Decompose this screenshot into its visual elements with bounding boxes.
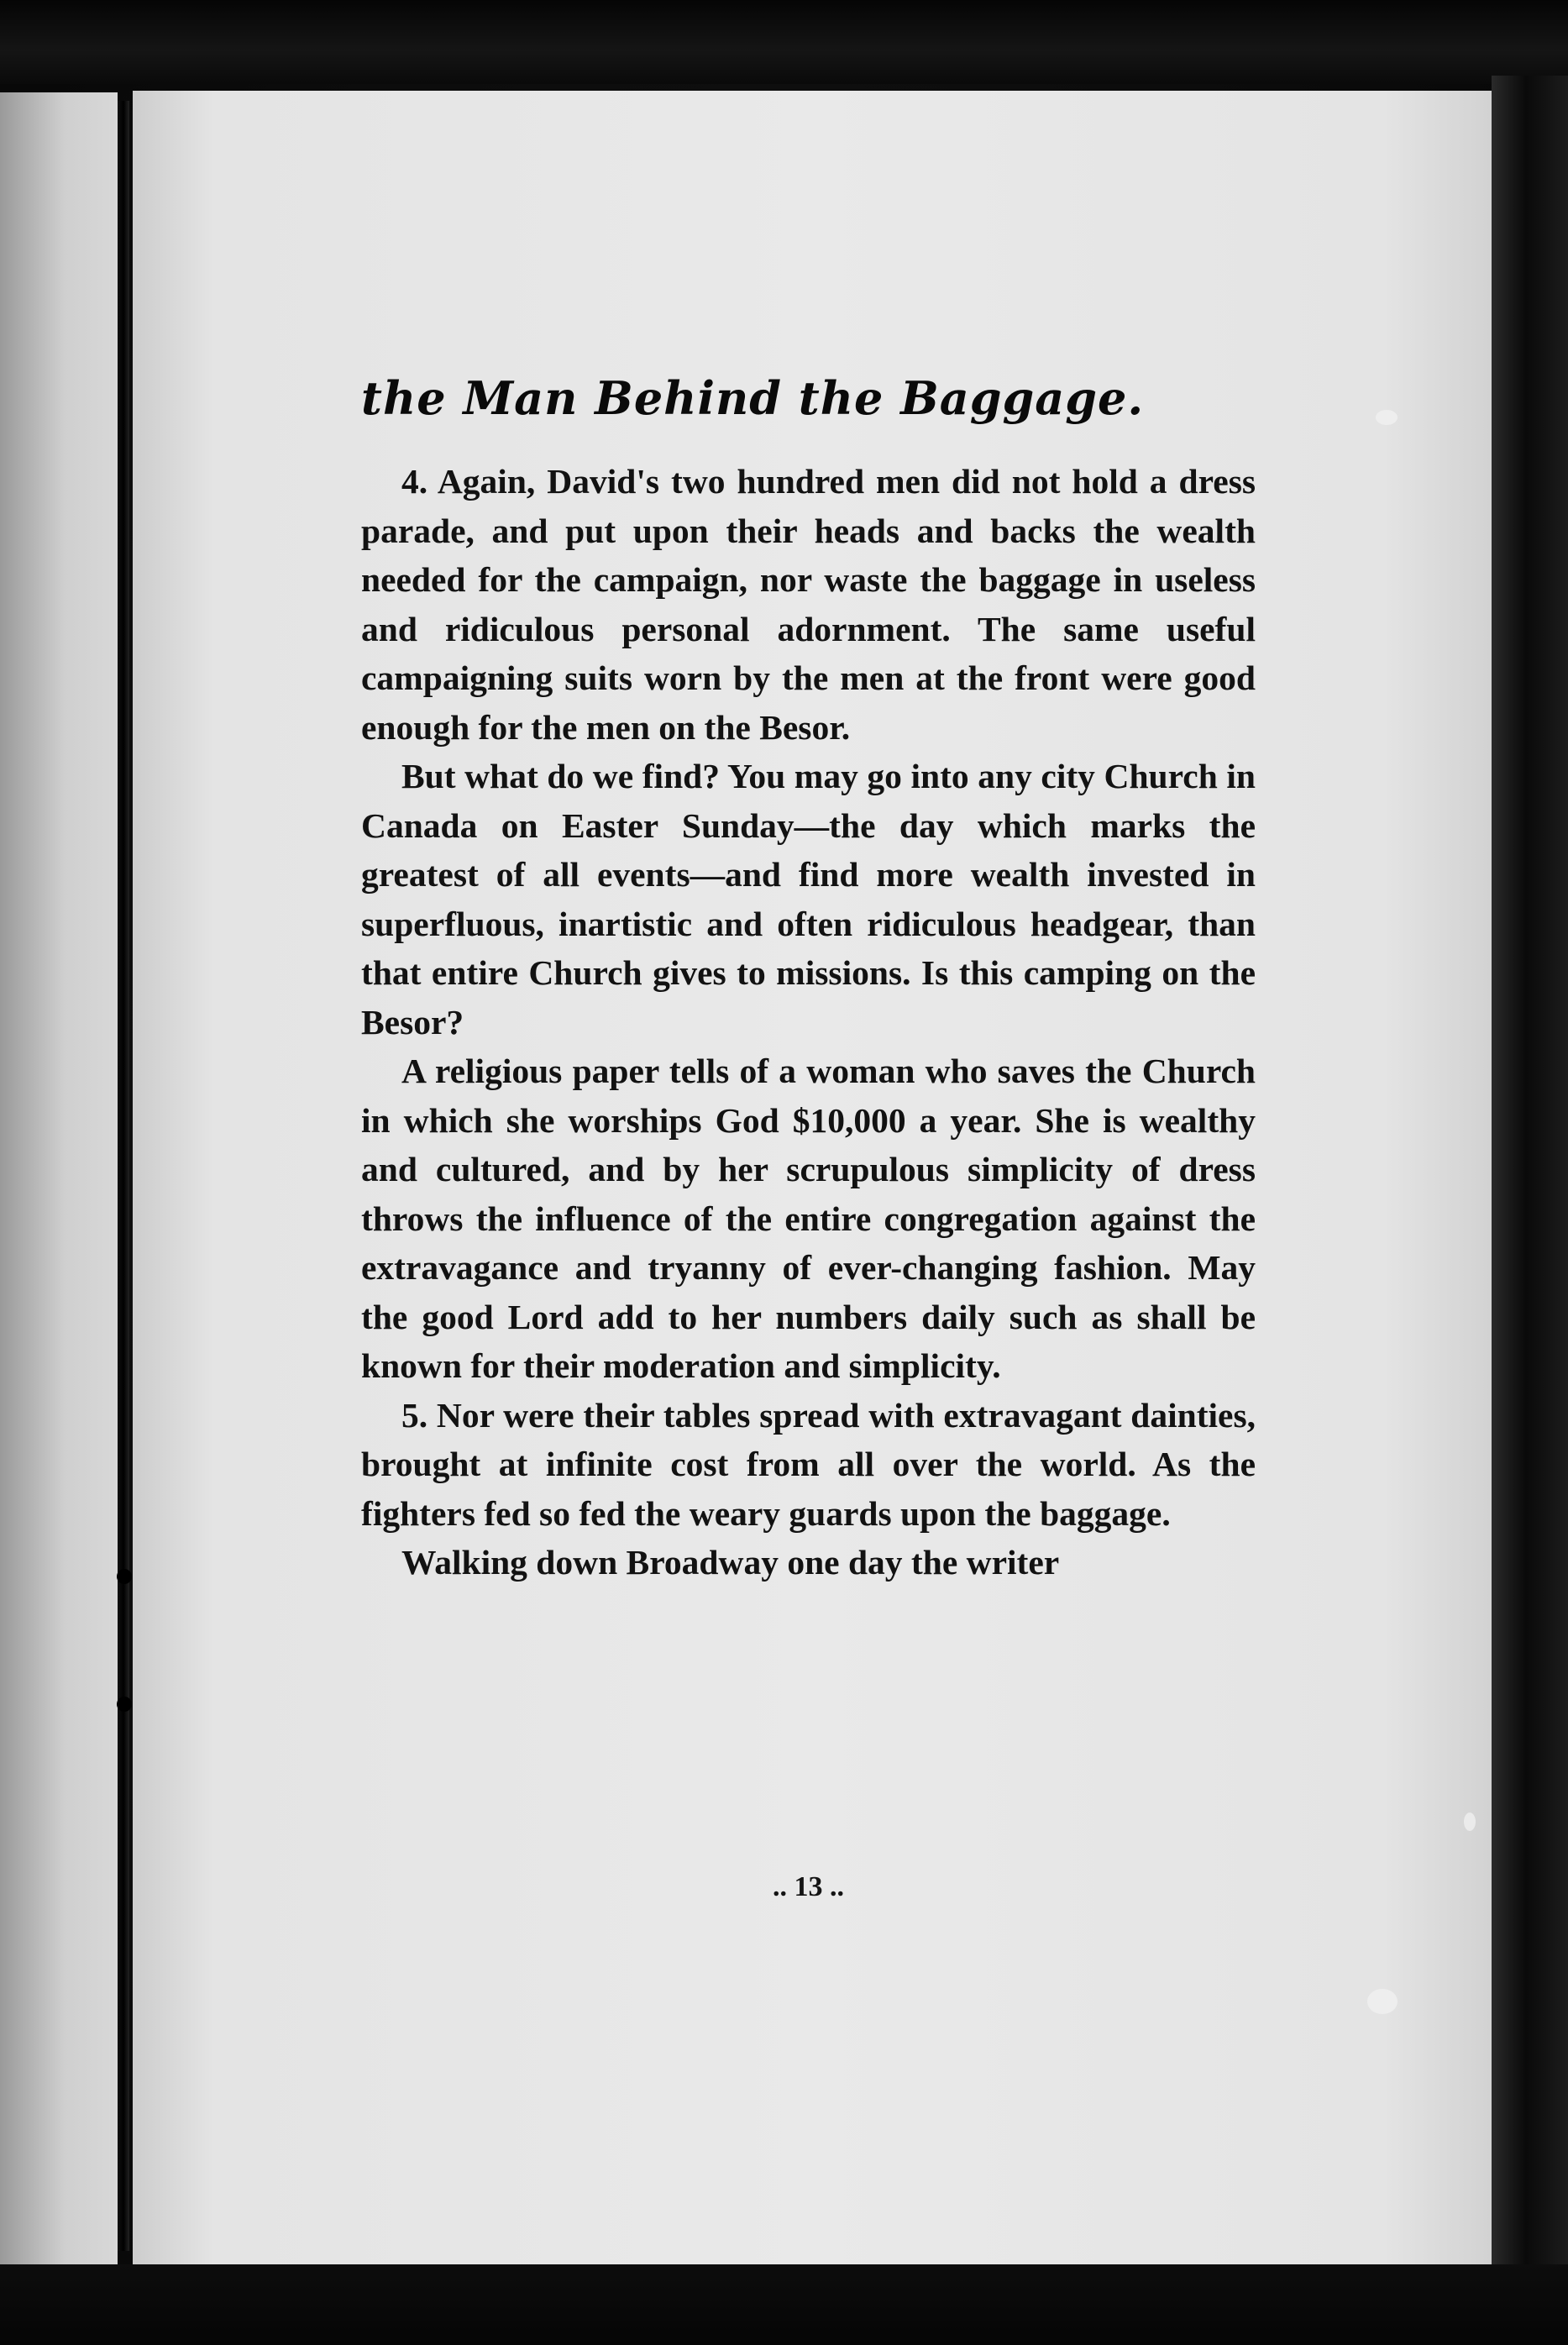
paragraph: 4. Again, David's two hundred men did not hold a dress parade, and put upon their heads and backs the wealth needed for the campaign, nor waste the baggage in useless and ridiculous personal adornment. The same useful campaigning suits worn by the men at the front were good enough for the men on the Besor. — [361, 462, 1256, 747]
facing-page-edge — [0, 92, 118, 2268]
scan-top-border — [0, 0, 1568, 84]
paragraph: A religious paper tells of a woman who saves the Church in which she worships God $10,000 a year. She is wealthy and cultured, and by her scrupulous simplicity of dress throws the influence of the entire congregation against the extravagance and tryanny of ever-changing fashion. May the good Lord add to her numbers daily such as shall be known for their moderation and simplicity. — [361, 1052, 1256, 1386]
paper-speck — [1367, 1989, 1398, 2014]
scan-right-border — [1492, 76, 1568, 2276]
paper-speck — [1464, 1813, 1476, 1831]
book-binding-gutter — [118, 101, 129, 2251]
paragraph: Walking down Broadway one day the writer — [401, 1543, 1060, 1582]
paper-speck — [1376, 410, 1398, 425]
running-head: the Man Behind the Baggage. — [361, 371, 1145, 425]
page-text-block — [361, 371, 1256, 1587]
page-number: .. 13 .. — [773, 1871, 844, 1902]
binding-mark — [117, 1697, 132, 1712]
paragraph: But what do we find? You may go into any city Church in Canada on Easter Sunday—the day which marks the greatest of all events—and find more wealth invested in superfluous, inartistic and often ridiculous headgear, than that entire Church gives to missions. Is this camping on the Besor? — [361, 757, 1256, 1041]
paragraph: 5. Nor were their tables spread with extravagant dainties, brought at infinite cost from all over the world. As the fighters fed so fed the weary guards upon the baggage. — [361, 1395, 1256, 1533]
scan-bottom-border — [0, 2264, 1568, 2345]
binding-mark — [117, 1569, 132, 1584]
